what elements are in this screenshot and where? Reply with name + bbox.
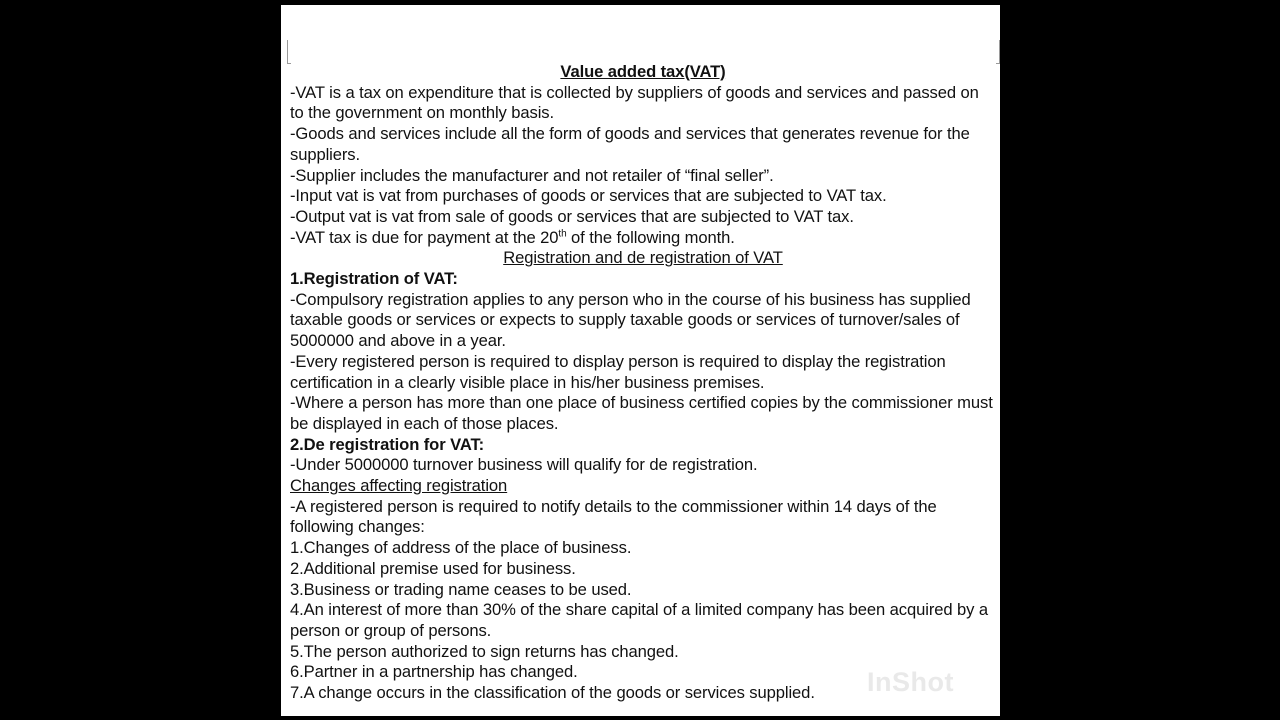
changes-item-2: 2.Additional premise used for business. (290, 558, 576, 578)
document-content (290, 62, 996, 704)
intro-paragraph-5: -Output vat is vat from sale of goods or services that are subjected to VAT tax. (290, 206, 854, 226)
changes-item-7: 7.A change occurs in the classification of the goods or services supplied. (290, 683, 815, 703)
registration-point-1: -Compulsory registration applies to any person who in the course of his business has supplied taxable goods or services or expects to supply taxable goods or services of turnover/sales of 5000000 and above in a year. (290, 289, 971, 351)
deregistration-point-1: -Under 5000000 turnover business will qualify for de registration. (290, 455, 758, 475)
intro-paragraph-3: -Supplier includes the manufacturer and not retailer of “final seller”. (290, 165, 774, 185)
changes-item-6: 6.Partner in a partnership has changed. (290, 662, 578, 682)
section-title: Registration and de registration of VAT (503, 248, 783, 268)
due-date-text-before: -VAT tax is due for payment at the 20 (290, 227, 559, 247)
due-date-paragraph (290, 228, 996, 249)
deregistration-heading: 2.De registration for VAT: (290, 434, 485, 454)
inshot-watermark: InShot (867, 667, 954, 697)
intro-paragraph-2: -Goods and services include all the form of goods and services that generates revenue for the suppliers. (290, 124, 970, 164)
changes-heading-line (290, 476, 996, 497)
section-title-line (290, 248, 996, 269)
changes-heading: Changes affecting registration (290, 476, 508, 496)
changes-item-1: 1.Changes of address of the place of business. (290, 538, 632, 558)
document-page (281, 5, 1000, 716)
changes-item-4: 4.An interest of more than 30% of the share capital of a limited company has been acquired by a person or group of persons. (290, 600, 988, 640)
crop-mark-left (287, 40, 291, 64)
crop-mark-right (996, 40, 1000, 64)
document-title: Value added tax(VAT) (560, 62, 726, 81)
title-line (290, 62, 996, 83)
intro-paragraph-1: -VAT is a tax on expenditure that is collected by suppliers of goods and services and passed on to the government on monthly basis. (290, 82, 979, 123)
registration-point-3: -Where a person has more than one place of business certified copies by the commissioner must be displayed in each of those places. (290, 393, 993, 433)
due-date-text-after: of the following month. (566, 227, 735, 247)
intro-paragraph-4: -Input vat is vat from purchases of goods or services that are subjected to VAT tax. (290, 186, 887, 206)
changes-item-3: 3.Business or trading name ceases to be used. (290, 579, 632, 599)
registration-point-2: -Every registered person is required to display person is required to display the registration certification in a clearly visible place in his/her business premises. (290, 351, 946, 392)
changes-intro: -A registered person is required to notify details to the commissioner within 14 days of the following changes: (290, 496, 937, 537)
registration-heading: 1.Registration of VAT: (290, 269, 458, 289)
changes-item-5: 5.The person authorized to sign returns has changed. (290, 641, 679, 661)
due-date-superscript: th (558, 228, 567, 240)
